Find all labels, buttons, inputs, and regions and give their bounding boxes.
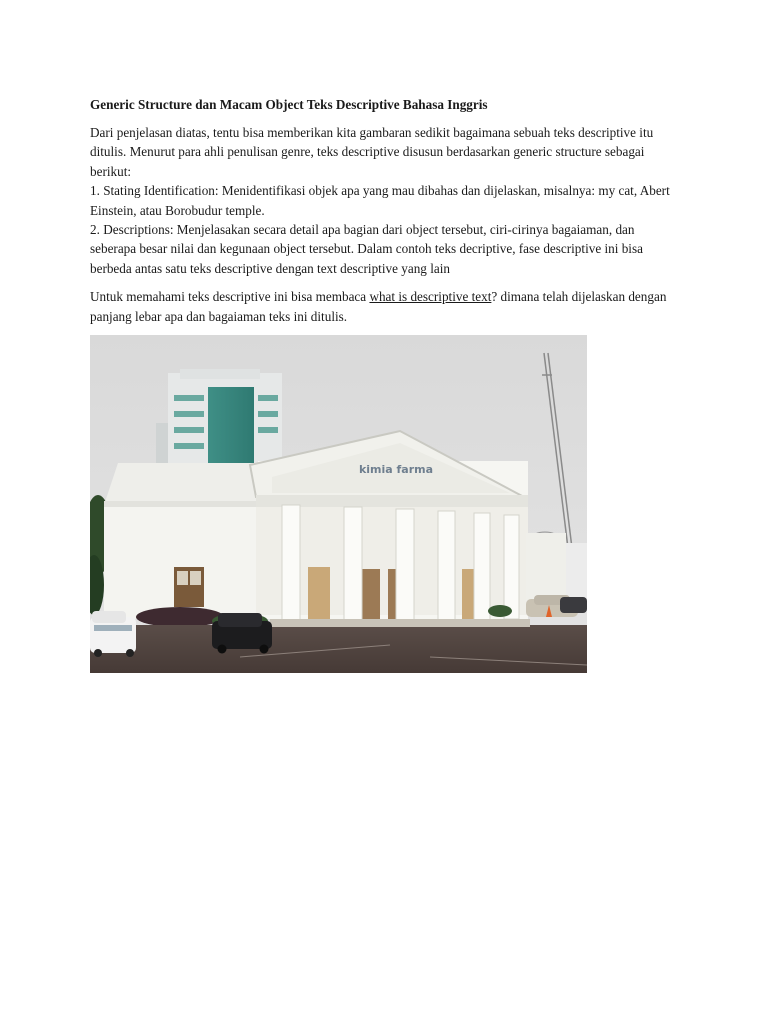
list-item-descriptions: 2. Descriptions: Menjelasakan secara detail apa bagian dari object tersebut, ciri-cirinya bagaiaman, dan	[90, 222, 635, 238]
paragraph-line: Dari penjelasan diatas, tentu bisa memberikan kita gambaran sedikit bagaimana sebuah teks descriptive itu	[90, 125, 654, 140]
paragraph-line: ditulis. Menurut para ahli penulisan genre, teks descriptive disusun berdasarkan generic structure sebagai	[90, 144, 645, 160]
paragraph-generic-structure	[90, 123, 690, 278]
paragraph-line: panjang lebar apa dan bagaiaman teks ini ditulis.	[90, 308, 348, 324]
descriptive-text-link[interactable]: what is descriptive text	[369, 289, 492, 305]
paragraph-text: Untuk memahami teks descriptive ini bisa membaca	[90, 289, 370, 305]
document-page	[90, 96, 690, 335]
building-photo	[90, 335, 587, 673]
paragraph-line: seberapa besar nilai dan kegunaan object tersebut. Dalam contoh teks decriptive, fase descriptive ini bisa	[90, 241, 643, 257]
paragraph-line	[90, 287, 690, 306]
building-sign: kimia farma	[358, 463, 434, 476]
section-heading: Generic Structure dan Macam Object Teks Descriptive Bahasa Inggris	[90, 97, 488, 112]
paragraph-line: berbeda antas satu teks descriptive dengan text descriptive yang lain	[90, 260, 450, 276]
list-item-stating-identification: 1. Stating Identification: Menidentifikasi objek apa yang mau dibahas dan dijelaskan, misalnya: my cat, Abert	[90, 183, 670, 199]
paragraph-line: Einstein, atau Borobudur temple.	[90, 202, 265, 218]
paragraph-text: ? dimana telah dijelaskan dengan	[491, 289, 667, 305]
paragraph-line: berikut:	[90, 163, 132, 179]
background-tower	[156, 369, 282, 473]
white-car	[90, 611, 136, 657]
paragraph-reference	[90, 287, 690, 326]
